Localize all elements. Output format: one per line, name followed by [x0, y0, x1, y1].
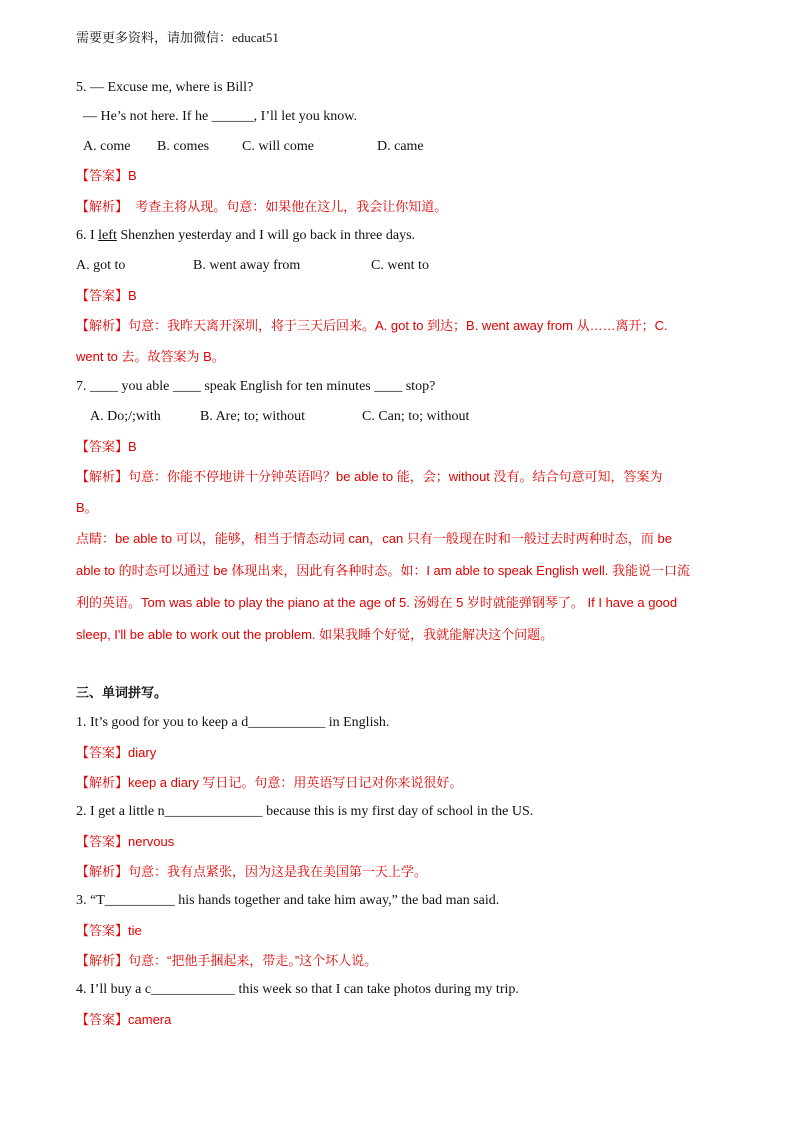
analysis-tag: 【解析】 [76, 199, 129, 214]
q7-tip-line2: able to 的时态可以通过 be 体现出来，因此有各种时态。如：I am able to speak English well. 我能说一口流 [76, 563, 691, 578]
s3-q3-analysis: 【解析】句意：“把他手捆起来，带走。”这个坏人说。 [76, 953, 378, 968]
q6-answer [76, 286, 137, 306]
q6-options [76, 256, 429, 276]
answer-value: B [128, 168, 137, 183]
q5-option-b: B. comes [157, 139, 210, 154]
q5-option-d: D. came [377, 139, 424, 154]
answer-tag: 【答案】 [76, 439, 129, 454]
q6-underlined-word: left [98, 228, 117, 243]
s3-q2-answer [76, 832, 174, 852]
answer-value: camera [128, 1012, 172, 1027]
s3-q4-answer [76, 1010, 171, 1030]
s3-q1-question: 1. It’s good for you to keep a d___________ in English. [76, 715, 390, 730]
q6-option-b: B. went away from [193, 258, 301, 273]
answer-value: nervous [128, 834, 175, 849]
q7-option-b: B. Are; to; without [200, 409, 305, 424]
q6-analysis-line2: went to 去。故答案为 B。 [76, 349, 225, 364]
q5-question-line2: — He’s not here. If he ______, I’ll let you know. [83, 109, 357, 124]
q6-question-prefix: 6. I [76, 228, 99, 243]
q7-analysis-line1: 【解析】句意：你能不停地讲十分钟英语吗？be able to 能，会；without 没有。结合句意可知，答案为 [76, 469, 663, 484]
q7-answer [76, 437, 137, 457]
answer-tag: 【答案】 [76, 834, 129, 849]
q5-option-a: A. come [83, 139, 131, 154]
s3-q4-question: 4. I’ll buy a c____________ this week so that I can take photos during my trip. [76, 982, 519, 997]
answer-tag: 【答案】 [76, 288, 129, 303]
q7-options [90, 407, 469, 427]
q7-option-c: C. Can; to; without [362, 409, 470, 424]
q6-question-suffix: Shenzhen yesterday and I will go back in three days. [116, 228, 416, 243]
q5-options [83, 137, 424, 157]
q7-tip-line1: 点睛：be able to 可以，能够，相当于情态动词 can，can 只有一般现在时和一般过去时两种时态，而 be [76, 531, 672, 546]
q7-question: 7. ____ you able ____ speak English for ten minutes ____ stop? [76, 379, 436, 394]
q7-tip-line4: sleep, I'll be able to work out the problem. 如果我睡个好觉，我就能解决这个问题。 [76, 627, 554, 642]
q7-analysis-line2: B。 [76, 500, 98, 515]
q5-question-line1: 5. — Excuse me, where is Bill? [76, 80, 254, 95]
answer-tag: 【答案】 [76, 168, 129, 183]
analysis-text: 考查主将从现。句意：如果他在这儿，我会让你知道。 [135, 199, 448, 214]
s3-q1-answer [76, 743, 156, 763]
answer-tag: 【答案】 [76, 1012, 129, 1027]
s3-q2-analysis: 【解析】句意：我有点紧张，因为这是我在美国第一天上学。 [76, 864, 428, 879]
q5-answer [76, 166, 137, 186]
section-title: 三、单词拼写。 [76, 685, 168, 700]
answer-value: B [128, 288, 137, 303]
q5-analysis [76, 197, 447, 217]
answer-value: diary [128, 745, 157, 760]
q6-analysis-line1: 【解析】句意：我昨天离开深圳，将于三天后回来。A. got to 到达；B. went away from 从……离开；C. [76, 318, 668, 333]
page-header-contact: 需要更多资料，请加微信：educat51 [76, 30, 279, 45]
q5-option-c: C. will come [242, 139, 314, 154]
q6-option-c: C. went to [371, 258, 429, 273]
q6-option-a: A. got to [76, 258, 126, 273]
q6-question [76, 226, 415, 246]
answer-tag: 【答案】 [76, 745, 129, 760]
answer-value: tie [128, 923, 142, 938]
q7-tip-line3: 利的英语。Tom was able to play the piano at the age of 5. 汤姆在 5 岁时就能弹钢琴了。 If I have a good [76, 595, 678, 610]
s3-q1-analysis: 【解析】keep a diary 写日记。句意：用英语写日记对你来说很好。 [76, 775, 463, 790]
q7-option-a: A. Do;/;with [90, 409, 161, 424]
answer-value: B [128, 439, 137, 454]
answer-tag: 【答案】 [76, 923, 129, 938]
s3-q3-question: 3. “T__________ his hands together and take him away,” the bad man said. [76, 893, 500, 908]
s3-q3-answer [76, 921, 142, 941]
s3-q2-question: 2. I get a little n______________ because this is my first day of school in the US. [76, 804, 534, 819]
